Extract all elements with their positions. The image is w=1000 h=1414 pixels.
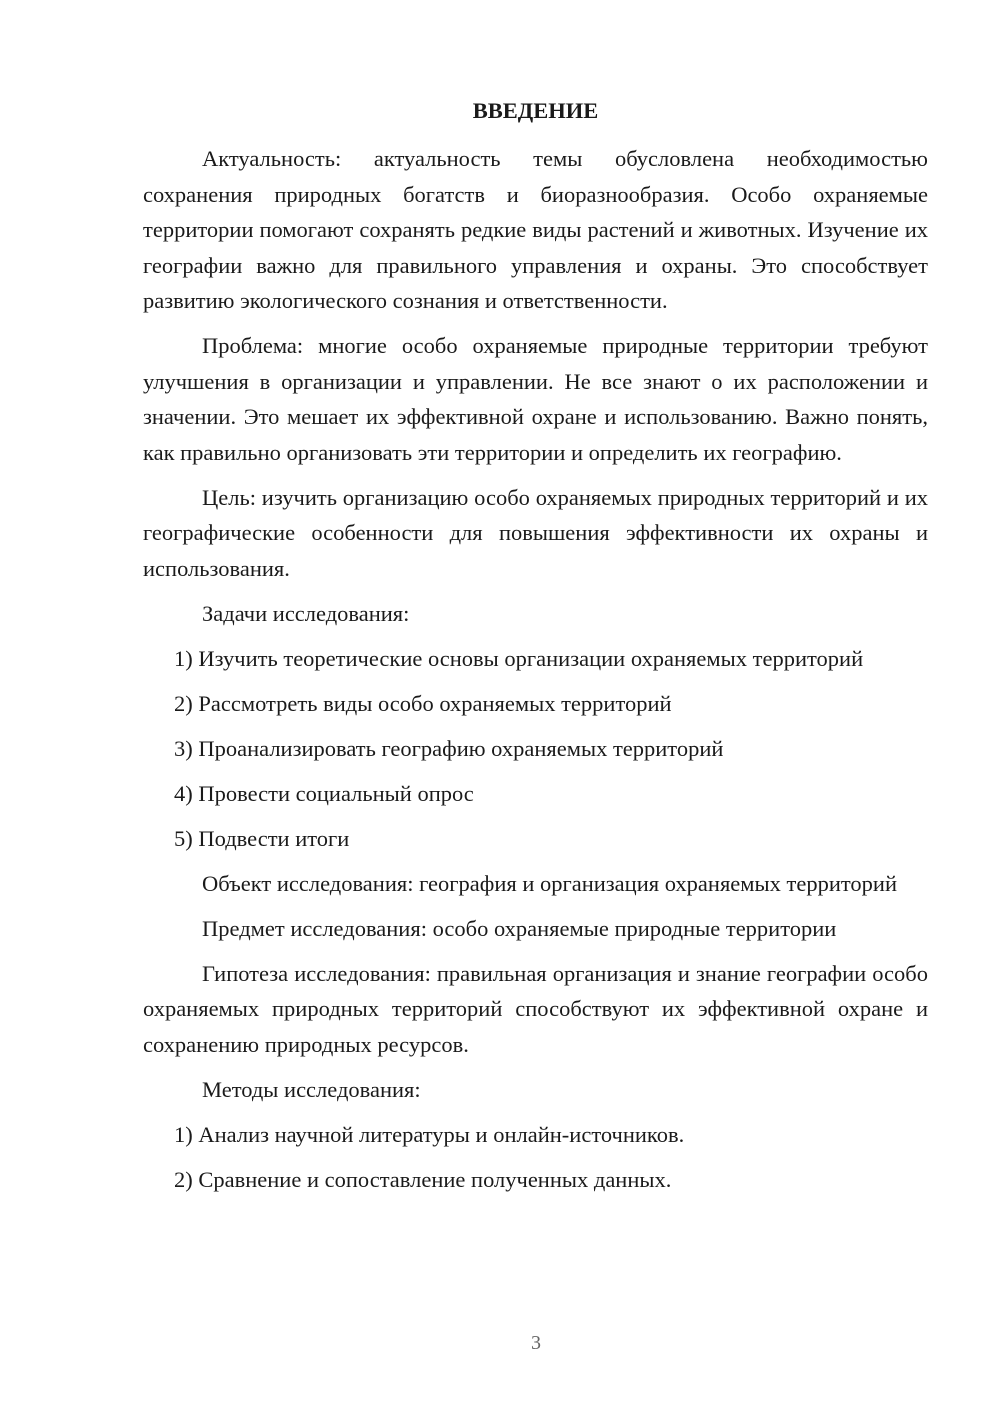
task-item: 4) Провести социальный опрос: [174, 780, 474, 806]
method-item: 2) Сравнение и сопоставление полученных данных.: [174, 1166, 672, 1192]
task-item: 2) Рассмотреть виды особо охраняемых территорий: [174, 690, 672, 716]
methods-heading: Методы исследования:: [202, 1076, 421, 1102]
page-number: 3: [531, 1332, 541, 1354]
problem-paragraph: Проблема: многие особо охраняемые природные территории требуют улучшения в организации и управлении. Не все знают о их расположении и значении. Это мешает их эффективной охране и использованию. Важно понять, как правильно организовать эти территории и определить их географию.: [143, 333, 928, 465]
task-item: 5) Подвести итоги: [174, 825, 350, 851]
hypothesis-paragraph: Гипотеза исследования: правильная организация и знание географии особо охраняемых природных территорий способствуют их эффективной охране и сохранению природных ресурсов.: [143, 960, 928, 1057]
tasks-heading: Задачи исследования:: [202, 600, 410, 626]
methods-list: [143, 1117, 928, 1198]
page-title: ВВЕДЕНИЕ: [472, 98, 599, 123]
task-item: 1) Изучить теоретические основы организации охраняемых территорий: [174, 645, 864, 671]
subject-paragraph: Предмет исследования: особо охраняемые природные территории: [202, 915, 837, 941]
task-item: 3) Проанализировать географию охраняемых территорий: [174, 735, 724, 761]
goal-paragraph: Цель: изучить организацию особо охраняемых природных территорий и их географические особенности для повышения эффективности их охраны и использования.: [143, 484, 928, 581]
page-content: [143, 94, 928, 1207]
object-paragraph: Объект исследования: география и организация охраняемых территорий: [202, 870, 897, 896]
tasks-list: [143, 641, 928, 857]
relevance-paragraph: Актуальность: актуальность темы обусловлена необходимостью сохранения природных богатств и биоразнообразия. Особо охраняемые территории помогают сохранять редкие виды растений и животных. Изучение их географии важно для правильного управления и охраны. Это способствует развитию экологического сознания и ответственности.: [143, 146, 928, 313]
method-item: 1) Анализ научной литературы и онлайн-источников.: [174, 1121, 685, 1147]
